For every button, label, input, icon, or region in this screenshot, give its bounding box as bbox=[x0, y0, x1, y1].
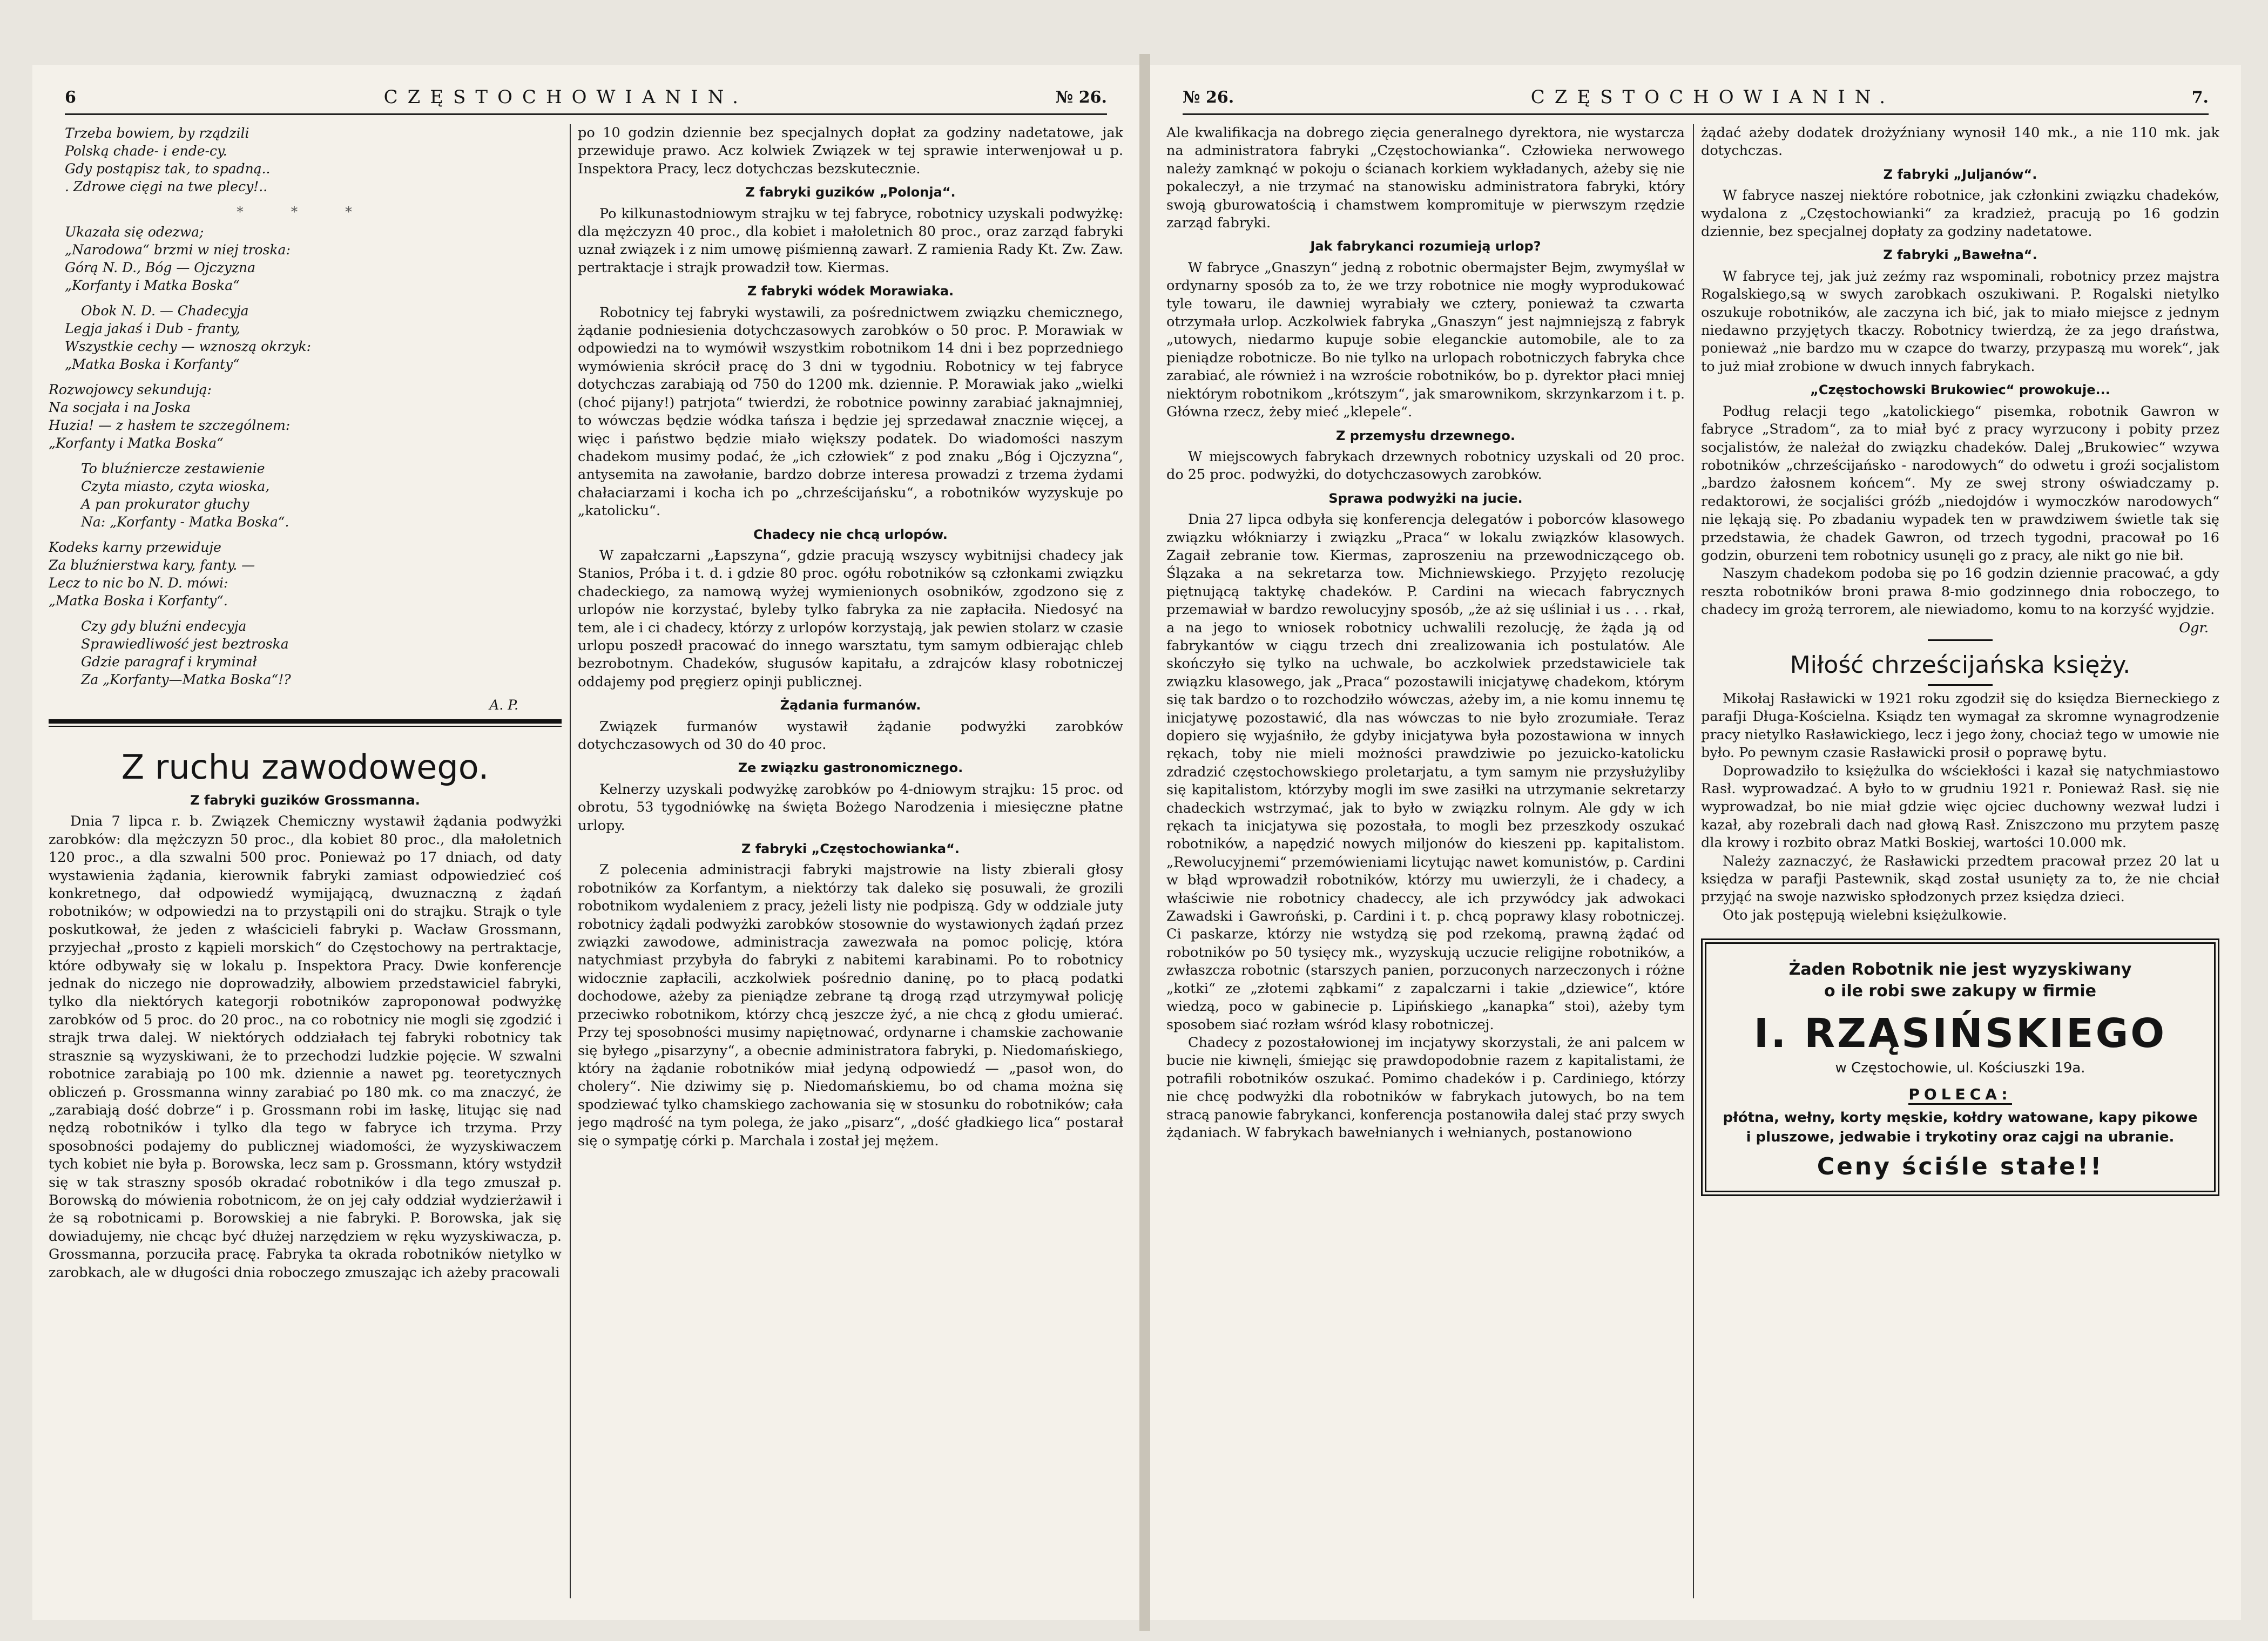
right-page-number: 7. bbox=[2191, 87, 2209, 107]
poem-line: Na socjała i na Joska bbox=[49, 400, 191, 415]
article-heading: Z fabryki „Juljanów“. bbox=[1883, 166, 2037, 182]
ad-line-2: o ile robi swe zakupy w firmie bbox=[1824, 982, 2096, 1001]
article-paragraph: Oto jak postępują wielebni księżulkowie. bbox=[1723, 907, 2007, 923]
poem-line: Polską chade- i ende-cy. bbox=[65, 143, 227, 159]
ad-fixed-prices: Ceny ściśle stałe!! bbox=[1817, 1153, 2104, 1181]
article-heading: Z fabryki guzików Grossmanna. bbox=[190, 793, 420, 808]
poem-stanza bbox=[49, 460, 562, 531]
poem-line: Czy gdy bluźni endecyja bbox=[81, 618, 247, 634]
article-paragraph: po 10 godzin dziennie bez specjalnych dopłat za godziny nadetatowe, jak przewiduje prawo. Acz kolwiek Związek w tej sprawie interwenjował u p. Inspektora Pracy, lecz dotychczas bezskutecznie. bbox=[578, 125, 1123, 177]
poem-line: Rozwojowcy sekundują: bbox=[49, 382, 212, 397]
article-paragraph: W fabryce tej, jak już zeźmy raz wspominali, robotnicy przez majstra Rogalskiego,są w swych zarobkach oszukiwani. P. Rogalski nietylko oszukuje robotników, ale zaczyna ich bić, jak to miało miejsce z jednym niedawno przyjętych tkaczy. Robotnicy twierdzą, że za jego draństwa, ponieważ „nie bardzo mu w czapce do twarzy, przypaszą mu worek“, jak to już miał zrobione w dwuch innych fabrykach. bbox=[1701, 268, 2219, 375]
right-column-2 bbox=[1701, 124, 2219, 1598]
article-paragraph: Związek furmanów wystawił żądanie podwyżki zarobków dotychczasowych od 30 do 40 proc. bbox=[578, 718, 1123, 753]
poem-stanza bbox=[49, 617, 562, 688]
ad-address: w Częstochowie, ul. Kościuszki 19a. bbox=[1835, 1060, 2085, 1077]
article-heading: Jak fabrykanci rozumieją urlop? bbox=[1310, 239, 1541, 254]
poem bbox=[49, 124, 562, 714]
article-signature: Ogr. bbox=[2179, 619, 2209, 636]
poem-line: Gdy postąpisz tak, to spadną.. bbox=[65, 161, 271, 177]
article-heading: Z przemysłu drzewnego. bbox=[1336, 428, 1515, 443]
poem-line: „Matka Boska i Korfanty“. bbox=[49, 593, 228, 609]
poem-line: Obok N. D. — Chadecyja bbox=[81, 303, 249, 319]
poem-line: Za bluźnierstwa kary, fanty. — bbox=[49, 557, 255, 573]
article-paragraph: W zapałczarni „Łapszyna“, gdzie pracują wszyscy wybitnijsi chadecy jak Stanios, Próba i t. d. i gdzie 80 proc. ogółu robotników są członkami związku chadeckiego, za namową wyżej wymienionych osobników, zgodzono się z urlopów nie korzystać, byleby tylko fabryka za nie zapłaciła. Niedosyć na tem, ale i ci chadecy, którzy z urlopów korzystają, jak pewien stolarz w czasie urlopu poszedł pracować do innego warsztatu, tym samym odbierając chleb bezrobotnym. Chadeków, sługusów kapitału, a zdrajców klasy robotniczej oddajemy pod pręgierz opinji publicznej. bbox=[578, 547, 1123, 690]
poem-line: Trzeba bowiem, by rządzili bbox=[65, 125, 249, 141]
poem-line: Ukazała się odezwa; bbox=[65, 224, 204, 240]
poem-line: Huzia! — z hasłem te szczególnem: bbox=[49, 417, 291, 433]
article-heading: Żądania furmanów. bbox=[780, 698, 921, 713]
right-column-1 bbox=[1166, 124, 1685, 1598]
article-paragraph: żądać ażeby dodatek drożyźniany wynosił 140 mk., a nie 110 mk. jak dotychczas. bbox=[1701, 125, 2219, 159]
article-heading: Z fabryki „Bawełna“. bbox=[1883, 247, 2037, 263]
article-paragraph: W miejscowych fabrykach drzewnych robotnicy uzyskali od 20 proc. do 25 proc. podwyżki, do dotychczasowych zarobków. bbox=[1166, 448, 1685, 483]
article-heading: „Częstochowski Brukowiec“ prowokuje... bbox=[1810, 382, 2110, 398]
poem-line: „Korfanty i Matka Boska“ bbox=[49, 435, 224, 451]
poem-line: Legja jakaś i Dub - franty, bbox=[65, 321, 240, 336]
article-paragraph: Po kilkunastodniowym strajku w tej fabryce, robotnicy uzyskali podwyżkę: dla mężczyzn 40 proc., dla kobiet i małoletnich 80 proc., oraz zarząd fabryki uznał związek i z nim umowę piśmienną zawarł. Z ramienia Rady Kt. Zw. Zaw. pertraktacje i strajk prowadził tow. Kiermas. bbox=[578, 205, 1123, 276]
poem-stanza bbox=[49, 302, 562, 373]
article-paragraph: Należy zaznaczyć, że Rasławicki przedtem pracował przez 20 lat u księdza w parafji Pastewnik, skąd został usunięty za to, że nie chciał przyjąć na swoje nazwisko spłodzonych przez księdza dzieci. bbox=[1701, 853, 2219, 906]
left-page bbox=[32, 65, 1139, 1620]
poem-line: „Korfanty i Matka Boska“ bbox=[65, 278, 240, 293]
right-page-header bbox=[1183, 81, 2209, 115]
poem-line: Sprawiedliwość jest beztroska bbox=[81, 636, 289, 652]
poem-line: Gdzie paragraf i kryminał bbox=[81, 654, 257, 670]
right-issue-number: № 26. bbox=[1183, 87, 1234, 107]
article-paragraph: W fabryce naszej niektóre robotnice, jak członkini związku chadeków, wydalona z „Częstochowianki“ za kradzież, pracują po 16 godzin dziennie, bez specjalnej dopłaty za godziny nadetatowe. bbox=[1701, 187, 2219, 240]
article-paragraph: Naszym chadekom podoba się po 16 godzin dziennie pracować, a gdy reszta robotników broni prawa 8-mio godzinnego dnia roboczego, to chadecy im grożą terrorem, ale niewiadomo, komu to na korzyść wyjdzie. bbox=[1701, 565, 2219, 618]
poem-asterisks: * * * bbox=[237, 204, 374, 220]
article-paragraph: Doprowadziło to księżulka do wściekłości i kazał się natychmiastowo Rasł. wyprowadzać. A było to w grudniu 1921 r. Ponieważ Rasł. się nie wyprowadzał, bo nie miał gdzie więc ojciec duchowny wezwał ludzi i kazał, aby rozebrali dach nad głową Rasł. Zniszczono mu przytem paszę dla krowy i rozbito obraz Matki Boskiej, wartości 10.000 mk. bbox=[1701, 762, 2219, 852]
poem-line: Wszystkie cechy — wznoszą okrzyk: bbox=[65, 339, 312, 354]
article-heading: Z fabryki guzików „Polonja“. bbox=[745, 185, 956, 200]
article-paragraph: Mikołaj Rasławicki w 1921 roku zgodził się do księdza Bierneckiego z parafji Długa-Kościelna. Ksiądz ten wymagał za skromne wynagrodzenie pracy nietylko Rasławickiego, lecz i jego żony, chociaż tego w umowie nie było. Po pewnym czasie Rasławicki prosił o poprawę bytu. bbox=[1701, 690, 2219, 761]
article-heading: Z fabryki wódek Morawiaka. bbox=[747, 283, 954, 299]
poem-line: Na: „Korfanty - Matka Boska“. bbox=[81, 514, 289, 530]
article-heading: Z fabryki „Częstochowianka“. bbox=[741, 841, 960, 857]
ad-recommends-label: POLECA: bbox=[1908, 1085, 2012, 1105]
poem-stanza bbox=[49, 381, 562, 452]
poem-stanza bbox=[49, 223, 562, 294]
poem-line: To bluźniercze zestawienie bbox=[81, 461, 265, 476]
right-masthead: CZĘSTOCHOWIANIN. bbox=[1530, 86, 1895, 108]
ad-line-1: Żaden Robotnik nie jest wyzyskiwany bbox=[1788, 960, 2132, 980]
ad-brand-name: I. RZĄSIŃSKIEGO bbox=[1753, 1010, 2167, 1057]
left-issue-number: № 26. bbox=[1055, 87, 1107, 107]
poem-line: . Zdrowe cięgi na twe plecy!.. bbox=[65, 179, 268, 194]
poem-stanza bbox=[49, 538, 562, 610]
short-divider bbox=[1928, 684, 1993, 686]
poem-line: Za „Korfanty—Matka Boska“!? bbox=[81, 672, 291, 687]
article-paragraph: Kelnerzy uzyskali podwyżkę zarobków po 4-dniowym strajku: 15 proc. od obrotu, 53 tygodniówkę na święta Bożego Narodzenia i miesięczne płatne urlopy. bbox=[578, 781, 1123, 834]
poem-signature: A. P. bbox=[489, 697, 518, 713]
article-paragraph: Dnia 7 lipca r. b. Związek Chemiczny wystawił żądania podwyżki zarobków: dla mężczyzn 50 proc., dla kobiet 80 proc., dla małoletnich 120 proc., a dla szwalni 500 proc. Ponieważ po 17 dniach, od daty wystawienia żądania, kierownik fabryki zamiast odpowiedzieć coś konkretnego, dał odpowiedź wymijającą, dwuznaczną z żądań robotników; w odpowiedzi na to przystąpili oni do strajku. Strajk o tyle poskutkował, że jeden z właścicieli fabryki p. Wacław Grossmann, przyjechał „prosto z kąpieli morskich“ do Częstochowy na pertraktacje, które odbywały się w lokalu p. Inspektora Pracy. Dwie konferencje jednak do niczego nie doprowadziły, albowiem przedstawiciel fabryki, tylko dla niektórych kategorji robotników zaproponował podwyżkę zarobków od 5 proc. do 20 proc., na co robotnicy nie mogli się zgodzić i strajk trwa dalej. W niektórych oddziałach tej fabryki robotnicy tak strasznie są wyzyskiwani, że to przechodzi ludzkie pojęcie. W szwalni robotnice zarabiają po 100 mk. dziennie a nawet pg. teoretycznych obliczeń p. Grossmanna winny zarabiać po 180 mk. co ma znaczyć, że „zarabiają dość dobrze“ i p. Grossmann robi im łaskę, litując się nad nędzą robotników i tylko dla tego w fabryce ich trzyma. Przy sposobności podajemy do publicznej wiadomości, że wyzyskiwaczem tych kobiet nie była p. Borowska, lecz sam p. Grossmann, który wstydził się w tak straszny sposób okradać robotników i dla tego zmuszał p. Borowską do mówienia robotnicom, że on jej cały oddział wydzierżawił i że są robotnicami p. Borowskiej a nie fabryki. P. Borowska, jak się dowiadujemy, nie chcąc być dłużej narzędziem w ręku wyzyskiwacza, p. Grossmanna, porzuciła pracę. Fabryka ta okrada robotników nietylko w zarobkach, ale w długości dnia roboczego zmuszając ich ażeby pracowali bbox=[49, 813, 562, 1281]
poem-line: Czyta miasto, czyta wioska, bbox=[81, 478, 270, 494]
poem-line: Górą N. D., Bóg — Ojczyzna bbox=[65, 260, 256, 275]
poem-stanza bbox=[49, 124, 562, 195]
column-rule bbox=[570, 124, 571, 1598]
left-column-2 bbox=[578, 124, 1123, 1598]
left-masthead: CZĘSTOCHOWIANIN. bbox=[383, 86, 748, 108]
left-page-header bbox=[65, 81, 1107, 115]
article-paragraph: Ale kwalifikacja na dobrego zięcia generalnego dyrektora, nie wystarcza na administratora fabryki „Częstochowianka“. Człowieka nerwowego należy zamknąć w pokoju o ścianach korkiem wykładanych, ażeby się nie pokaleczył, a nie trzymać na stanowisku administratora fabryki, który swoją gburowatością i chamstwem kompromituje w pierwszym rzędzie zarząd fabryki. bbox=[1166, 125, 1685, 232]
article-paragraph: Dnia 27 lipca odbyła się konferencja delegatów i poborców klasowego związku włókniarzy i związku „Praca“ w lokalu związków klasowych. Zagaił zebranie tow. Kiermas, zaproszeniu na przewodniczącego ob. Ślązaka a na sekretarza tow. Michniewskiego. Przyjęto rezolucję piętnującą taktykę chadeków. P. Cardini na wiecach fabrycznych przemawiał w bardzo rewolucyjny sposób, „że aż się uśliniał i us . . . rkał, a na jego to wniosek robotnicy uchwalili rezolucję, że żąda ją od fabrykantów w ciągu trzech dni zrealizowania ich postulatów. Ale skończyło się tylko na uchwale, bo aczkolwiek przedstawiciele tak związku klasowego, jak „Praca“ pozostawili inicjatywę chadekom, którym się tak bardzo o to rozchodziło wówczas, ażeby im, a nie komu innemu tę inicjatywę pozostawić, dla nas wówczas to nie było zrozumiałe. Teraz dopiero się wyjaśniło, że gdyby inicjatywa była pozostawiona w innych rękach, toby nie mieli możności prawdziwie po jezuicko-katolicku zdradzić częstochowskiego proletarjatu, a tym samym nie przysłużyliby się kapitalistom, którzyby mogli im swe zasiłki na utrzymanie sekretarzy chadeckich wstrzymać, jak to było w związku rolnym. Ale gdy w ich rękach ta inicjatywa się pozostała, to mogli bez przeszkody oszukać robotników, a napędzić nowych miljonów do kieszeni pp. kapitalistom. „Rewolucyjnemi“ przemówieniami licytując nawet komunistów, p. Cardini w błąd wprowadził robotników, którzy mu uwierzyli, że i chadecy, a właściwie nie robotnicy chadeccy, ale ich przywódcy jak adwokaci Zawadski i Gawroński, p. Cardini i t. p. chcą poprawy klasy robotniczej. Ci paskarze, którzy nie wstydzą się pod rzekomą, prawną żądać od robotników po 50 tysięcy mk., wyzyskują uczucie religijne robotników, a zwłaszcza robotnic (starszych panien, porzuconych narzeczonych i różne „kotki“ ze „złotemi ząbkami“ z zapalczarni i takie „dziewice“, które wiedzą, poco w gabinecie p. Lipińskiego „kanapka“ stoi), ażeby tym sposobem siać rozłam wśród klasy robotniczej. bbox=[1166, 511, 1685, 1033]
advertisement-box bbox=[1701, 938, 2219, 1196]
poem-line: A pan prokurator głuchy bbox=[81, 496, 249, 512]
poem-line: Lecz to nic bo N. D. mówi: bbox=[49, 575, 228, 591]
article-heading: Chadecy nie chcą urlopów. bbox=[753, 526, 948, 542]
article-heading: Ze związku gastronomicznego. bbox=[738, 760, 963, 776]
section-title: Z ruchu zawodowego. bbox=[121, 747, 489, 787]
article-paragraph: Z polecenia administracji fabryki majstrowie na listy zbierali głosy robotników za Korfantym, a niektórzy tak daleko się posuwali, że grozili robotnikom wydaleniem z pracy, jeżeli listy nie podpiszą. Gdy w oddziale juty robotnicy żądali podwyżki zarobków stosownie do wystawionych żądań przez związki zawodowe, administracja zawezwała na pomoc policję, która natychmiast przybyła do fabryki z nabitemi karabinami. Po to robotnicy widocznie zapłacili, aczkolwiek pośrednio daninę, po to płacą podatki dochodowe, ażeby za pieniądze zebrane tą drogą rząd utrzymywał policję przeciwko robotnikom, którzy chcą jeszcze żyć, a nie chcą z głodu umierać. Przy tej sposobności musimy napiętnować, ordynarne i chamskie zachowanie się byłego „pisarzyny“, a obecnie administratora fabryki, p. Niedomańskiego, który na żądanie robotników miał jedyną odpowiedź — „pasoł won, do cholery“. Nie dziwimy się p. Niedomańskiemu, bo od chama można się spodziewać tylko chamskiego zachowania się w stosunku do robotników; cała jego mądrość na tym polega, że jako „pisarz“, „dość gładkiego lica“ postarał się o sympatję córki p. Marchala i został jej mężem. bbox=[578, 862, 1123, 1149]
article-paragraph: Robotnicy tej fabryki wystawili, za pośrednictwem związku chemicznego, żądanie podniesienia dotychczasowych zarobków o 50 proc. P. Morawiak w odpowiedzi na to wymówił wszystkim robotnikom 14 dni i bez poprzedniego wymówienia skrócił pracę do 3 dni w tygodniu. Robotnicy w tej fabryce dotychczas zarabiają od 750 do 1200 mk. dziennie. P. Morawiak jako „wielki (choć pijany!) patrjota“ twierdzi, że robotnice powinny zarabiać jaknajmniej, to wówczas będzie wódka tańsza i będzie jej sprzedawał znacznie więcej, a więc i państwo będzie miało większy podatek. Do wiadomości naszym chadekom musimy podać, że „ich człowiek“ z pod znaku „Bóg i Ojczyzna“, antysemita na zawołanie, bardzo dobrze interesa prowadzi z trzema żydami chałaciarzami i kocha ich po „chrześcijańsku“, a robotników wyzyskuje po „katolicku“. bbox=[578, 304, 1123, 519]
article-paragraph: Chadecy z pozostałowionej im incjatywy skorzystali, że ani palcem w bucie nie kiwnęli, śmiejąc się prawdopodobnie razem z kapitalistami, że potrafili robotników oszukać. Pomimo chadeków i p. Cardiniego, którzy nie chcę podwyżki dla robotników w fabrykach jutowych, bo na tem stracą panowie fabrykanci, konferencja postanowiła dalej stać przy swych żądaniach. W fabrykach bawełnianych i wełnianych, postanowiono bbox=[1166, 1034, 1685, 1141]
binding-gutter bbox=[1139, 54, 1150, 1631]
left-column-1 bbox=[49, 124, 562, 1598]
poem-line: „Narodowa“ brzmi w niej troska: bbox=[65, 242, 291, 258]
poem-line: „Matka Boska i Korfanty“ bbox=[65, 356, 240, 372]
article-title: Miłość chrześcijańska księży. bbox=[1790, 651, 2131, 679]
poem-line: Kodeks karny przewiduje bbox=[49, 539, 221, 555]
ad-product-list: płótna, wełny, korty męskie, kołdry watowane, kapy pikowe i pluszowe, jedwabie i trykotiny oraz cajgi na ubranie. bbox=[1723, 1110, 2198, 1146]
short-divider bbox=[1928, 639, 1993, 641]
left-page-number: 6 bbox=[65, 87, 76, 107]
right-page bbox=[1150, 65, 2241, 1620]
column-rule bbox=[1693, 124, 1694, 1598]
article-heading: Sprawa podwyżki na jucie. bbox=[1328, 490, 1523, 506]
article-paragraph: W fabryce „Gnaszyn“ jedną z robotnic obermajster Bejm, zwymyślał w ordynarny sposób za to, że we trzy robotnice nie mogły wyprodukować tyle towaru, ile dawniej wyrabiały we cztery, ponieważ ta czwarta otrzymała urlop. Aczkolwiek fabryka „Gnaszyn“ jest najmniejszą z fabryk „utowych, niedarmo kupuje sobie eleganckie automobile, ale to za pieniądze robotnicze. Bo nie tylko na urlopach robotniczych fabryka chce zarabiać, ale również i na wzroście robotników, bo p. dyrektor płaci mniej niektórym robotnikom „krótszym“, jak smarownikom, skrzynkarzom i t. p. Główna rzecz, żeby mieć „klepele“. bbox=[1166, 259, 1685, 421]
section-divider bbox=[49, 719, 562, 727]
article-paragraph: Podług relacji tego „katolickiego“ pisemka, robotnik Gawron w fabryce „Stradom“, za to miał być z pracy wyrzucony i pobity przez socjalistów, że należał do związku chadeków. Dalej „Brukowiec“ wzywa robotników „chrześcijańsko - narodowych“ do odwetu i groźi socjalistom „bardzo żałosnem końcem“. My ze swej strony oświadczamy p. redaktorowi, że socjaliści gróźb „niedojdów i wymoczków narodowych“ nie lękają się. Po zbadaniu wypadek ten w prawdziwem świetle tak się przedstawia, że chadek Gawron, od trzech tygodni, pracował po 16 godzin, oburzeni tem robotnicy usunęli go z pracy, ale nikt go nie bił. bbox=[1701, 403, 2219, 564]
